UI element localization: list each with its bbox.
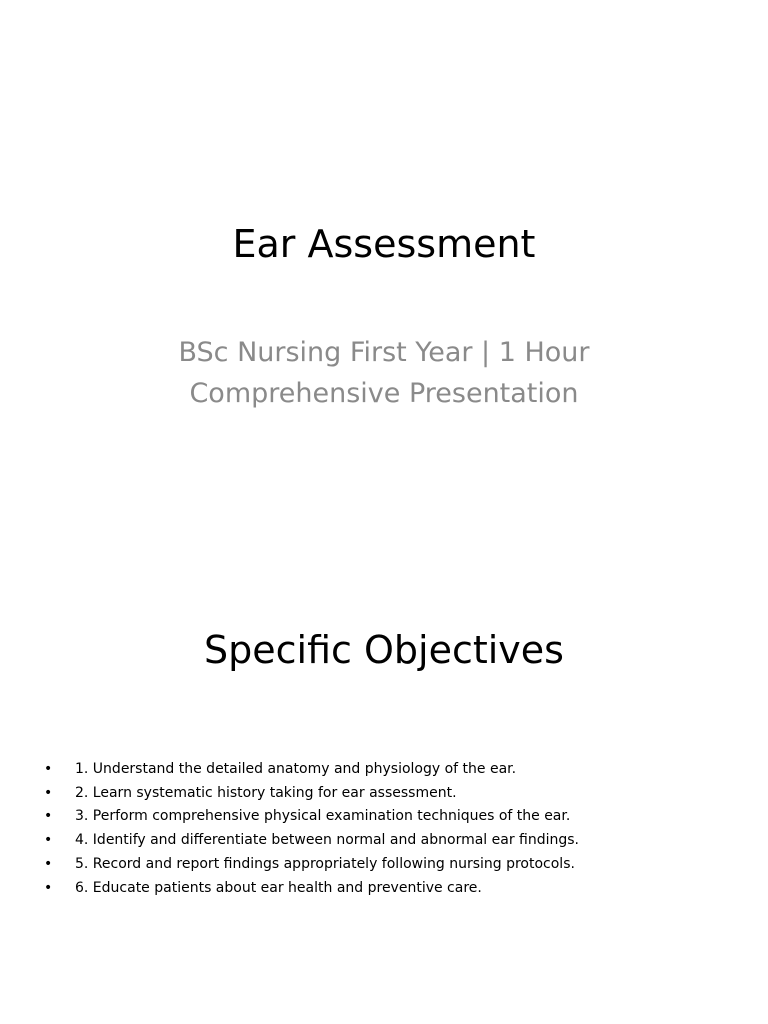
list-item — [0, 853, 740, 877]
objective-text: 4. Identify and differentiate between normal and abnormal ear findings. — [75, 832, 579, 849]
bullet-icon: • — [44, 855, 53, 872]
slide-title: Specific Objectives — [204, 628, 564, 672]
objective-text: 1. Understand the detailed anatomy and physiology of the ear. — [75, 761, 517, 777]
list-item — [0, 829, 740, 853]
objectives-slide — [0, 512, 768, 1024]
bullet-icon: • — [44, 832, 53, 849]
list-item — [0, 758, 740, 782]
bullet-icon: • — [44, 784, 53, 801]
list-item — [0, 805, 740, 829]
bullet-icon: • — [44, 808, 53, 825]
objective-text: 5. Record and report findings appropriately following nursing protocols. — [75, 855, 575, 872]
slide-subtitle: BSc Nursing First Year | 1 Hour Comprehensive Presentation — [178, 337, 590, 409]
slide-title: Ear Assessment — [232, 222, 536, 266]
objective-text: 2. Learn systematic history taking for ear assessment. — [75, 784, 457, 801]
objective-text: 3. Perform comprehensive physical examination techniques of the ear. — [75, 808, 571, 825]
list-item — [0, 877, 740, 901]
bullet-icon: • — [44, 879, 53, 896]
bullet-icon: • — [44, 761, 53, 777]
objective-text: 6. Educate patients about ear health and preventive care. — [75, 879, 482, 896]
objectives-list — [0, 758, 740, 900]
list-item — [0, 782, 740, 806]
